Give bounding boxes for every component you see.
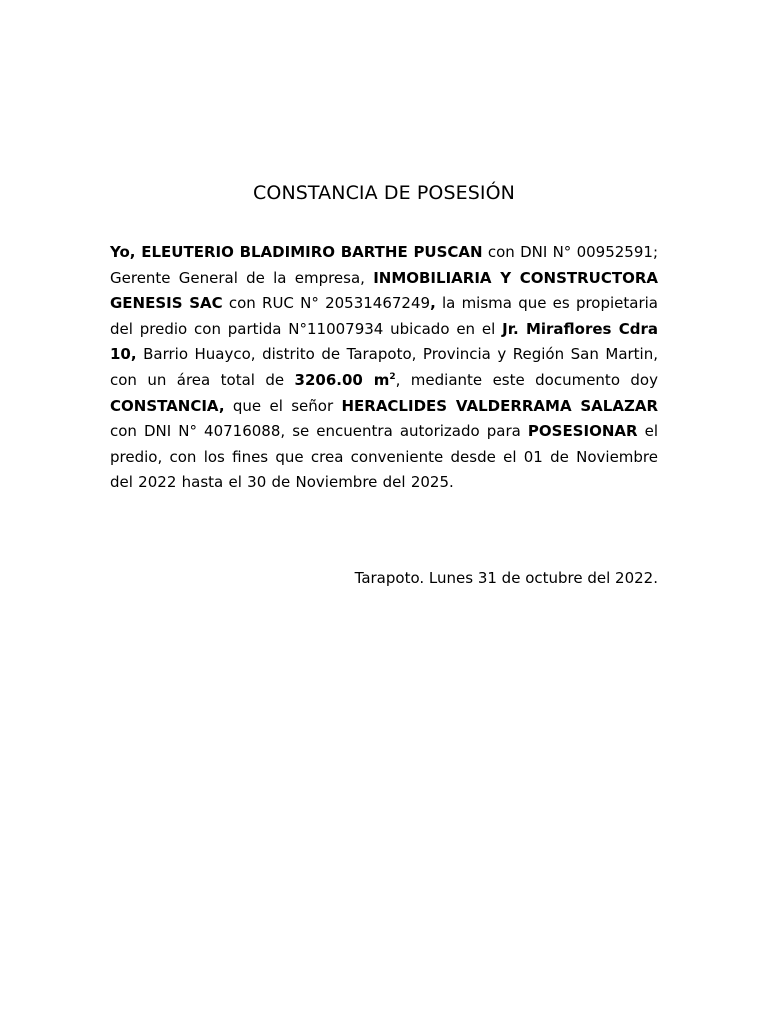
paragraph-text: la misma que es propietaria del predio con partida N°11007934 ubicado en el — [110, 294, 658, 338]
property-address: Jr. Miraflores Cdra 10, — [110, 319, 659, 364]
paragraph-text: , mediante este documento doy — [395, 370, 658, 389]
document-title: CONSTANCIA DE POSESIÓN — [253, 182, 515, 204]
declarant-name: Yo, ELEUTERIO BLADIMIRO BARTHE PUSCAN — [110, 243, 483, 261]
paragraph-text: Barrio Huayco, distrito de Tarapoto, Provincia y Región San Martin, con un área total de — [110, 345, 658, 389]
paragraph-text: con DNI N° 00952591; Gerente General de la empresa, — [110, 243, 658, 287]
company-name: INMOBILIARIA Y CONSTRUCTORA GENESIS SAC — [110, 268, 658, 313]
area-superscript: 2 — [389, 371, 396, 382]
authorized-person-name: HERACLIDES VALDERRAMA SALAZAR — [341, 396, 658, 415]
paragraph-comma: , — [430, 294, 436, 313]
constancia-keyword: CONSTANCIA, — [110, 396, 225, 415]
property-area: 3206.00 m — [294, 370, 390, 389]
constancia-paragraph — [110, 240, 658, 496]
paragraph-text: el predio, con los fines que crea conveniente desde el 01 de Noviembre del 2022 hasta el 30 de Noviembre del 2025. — [110, 422, 659, 492]
paragraph-text: con DNI N° 40716088, se encuentra autorizado para — [110, 422, 528, 441]
posesionar-keyword: POSESIONAR — [527, 422, 638, 441]
paragraph-text: que el señor — [224, 396, 342, 415]
place-date-line: Tarapoto. Lunes 31 de octubre del 2022. — [354, 569, 658, 587]
paragraph-text: con RUC N° 20531467249 — [222, 294, 431, 313]
